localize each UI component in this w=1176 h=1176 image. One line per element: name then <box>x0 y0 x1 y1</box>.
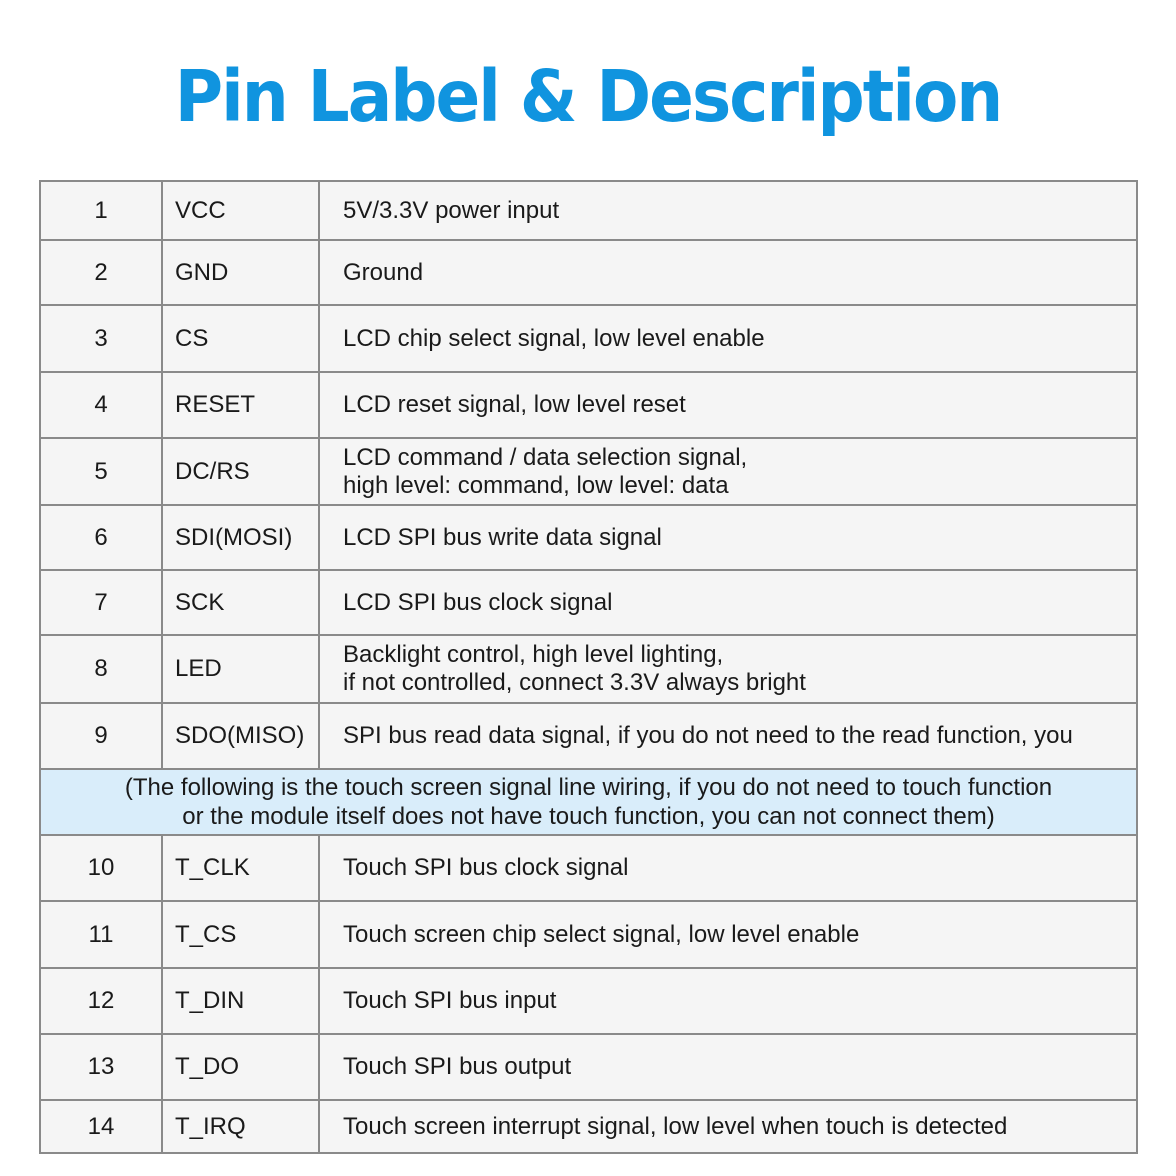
touch-note-row <box>40 769 1137 835</box>
table-row <box>40 635 1137 703</box>
pin-description-line: Backlight control, high level lighting, <box>343 641 724 668</box>
pin-description-line: LCD chip select signal, low level enable <box>343 324 765 352</box>
pin-label: SCK <box>162 570 319 635</box>
pin-label: T_DIN <box>162 968 319 1034</box>
pin-number: 8 <box>40 635 162 703</box>
table-row <box>40 968 1137 1034</box>
pin-description <box>319 1034 1137 1100</box>
pin-number: 4 <box>40 372 162 438</box>
page-title: Pin Label & Description <box>174 54 1002 139</box>
pin-description-line: Touch screen interrupt signal, low level when touch is detected <box>343 1112 1008 1140</box>
table-row <box>40 372 1137 438</box>
pin-description-line: Touch SPI bus clock signal <box>343 854 629 881</box>
pin-label: LED <box>162 635 319 703</box>
pin-label: SDO(MISO) <box>162 703 319 769</box>
pin-description <box>319 438 1137 505</box>
pin-number: 14 <box>40 1100 162 1153</box>
pin-label: GND <box>162 240 319 305</box>
pin-description-line: high level: command, low level: data <box>343 471 729 499</box>
pin-description <box>319 181 1137 240</box>
pin-label: VCC <box>162 181 319 240</box>
pin-label: CS <box>162 305 319 372</box>
pin-description-line: Ground <box>343 258 424 286</box>
pin-description-line: LCD SPI bus clock signal <box>343 588 613 616</box>
pin-description-line: LCD command / data selection signal, <box>343 443 748 471</box>
pin-description-line: Touch SPI bus output <box>343 1053 572 1080</box>
table-row <box>40 438 1137 505</box>
pin-description <box>319 305 1137 372</box>
pin-number: 6 <box>40 505 162 570</box>
pin-description <box>319 1100 1137 1153</box>
pin-description <box>319 703 1137 769</box>
table-row <box>40 570 1137 635</box>
pin-number: 13 <box>40 1034 162 1100</box>
pin-number: 7 <box>40 570 162 635</box>
table-row <box>40 505 1137 570</box>
table-row <box>40 1100 1137 1153</box>
pin-number: 5 <box>40 438 162 505</box>
pin-description-line: LCD SPI bus write data signal <box>343 523 662 551</box>
pin-label: T_CS <box>162 901 319 968</box>
pin-label: T_DO <box>162 1034 319 1100</box>
table-row <box>40 901 1137 968</box>
table-row <box>40 835 1137 901</box>
touch-note-line: or the module itself does not have touch function, you can not connect them) <box>182 803 995 830</box>
pin-description-line: if not controlled, connect 3.3V always bright <box>343 669 806 696</box>
pin-label: T_IRQ <box>162 1100 319 1153</box>
pin-table-body <box>40 181 1137 1153</box>
pin-description <box>319 505 1137 570</box>
table-row <box>40 703 1137 769</box>
table-row <box>40 1034 1137 1100</box>
pin-number: 2 <box>40 240 162 305</box>
pin-description-line: Touch screen chip select signal, low level enable <box>343 920 860 948</box>
table-row <box>40 240 1137 305</box>
pin-description <box>319 835 1137 901</box>
pin-description <box>319 901 1137 968</box>
pin-number: 3 <box>40 305 162 372</box>
touch-note <box>40 769 1137 835</box>
pin-label: T_CLK <box>162 835 319 901</box>
pin-description-line: Touch SPI bus input <box>343 987 557 1014</box>
pin-description <box>319 570 1137 635</box>
pin-description <box>319 372 1137 438</box>
pin-number: 11 <box>40 901 162 968</box>
pin-description-line: LCD reset signal, low level reset <box>343 391 686 418</box>
pin-number: 12 <box>40 968 162 1034</box>
pin-label: RESET <box>162 372 319 438</box>
table-row <box>40 181 1137 240</box>
pin-description-line: 5V/3.3V power input <box>343 196 560 224</box>
pin-number: 1 <box>40 181 162 240</box>
pin-table <box>39 180 1138 1154</box>
pin-description <box>319 240 1137 305</box>
pin-label: DC/RS <box>162 438 319 505</box>
pin-description <box>319 635 1137 703</box>
pin-description <box>319 968 1137 1034</box>
table-row <box>40 305 1137 372</box>
pin-label: SDI(MOSI) <box>162 505 319 570</box>
pin-number: 9 <box>40 703 162 769</box>
pin-description-line: SPI bus read data signal, if you do not need to the read function, you <box>343 722 1073 749</box>
pin-number: 10 <box>40 835 162 901</box>
touch-note-line: (The following is the touch screen signal line wiring, if you do not need to touch function <box>124 774 1053 801</box>
